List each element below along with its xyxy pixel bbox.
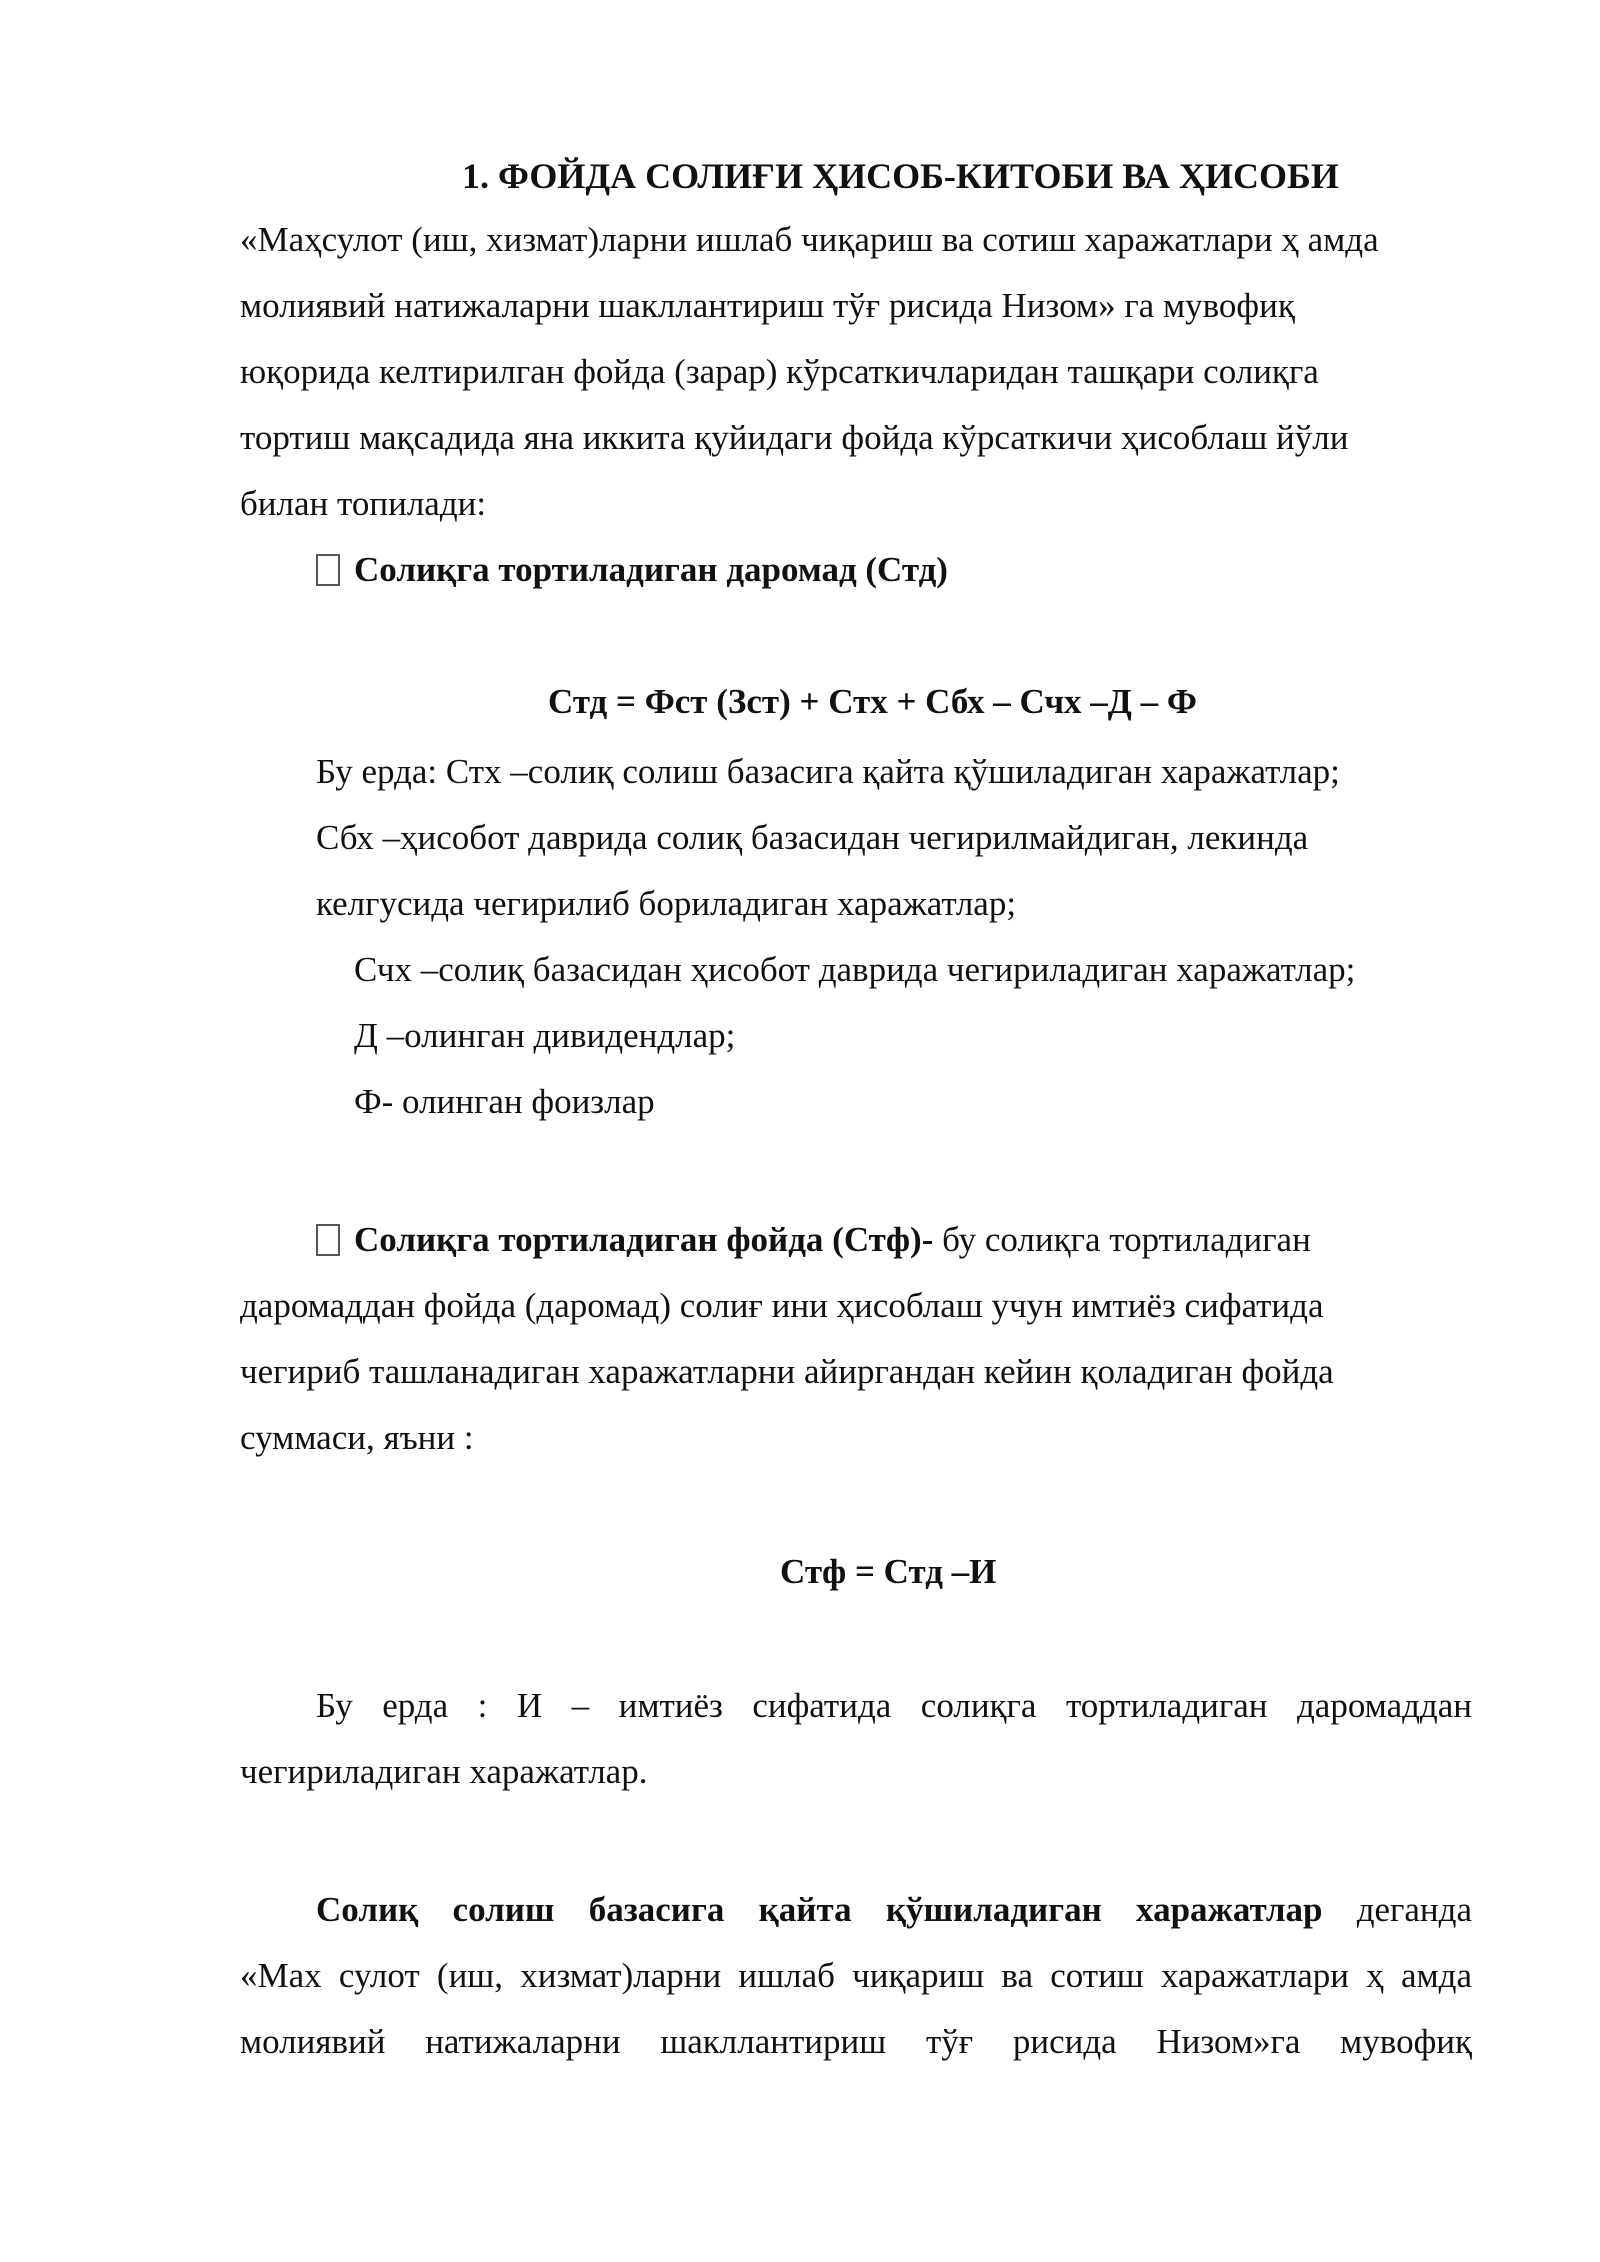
bullet-taxable-profit xyxy=(316,1217,1311,1263)
page-title: 1. ФОЙДА СОЛИҒИ ҲИСОБ-КИТОБИ ВА ҲИСОБИ xyxy=(462,156,1339,196)
explanation-line: Бу ерда : И – имтиёз сифатида солиқга тортиладиган даромаддан xyxy=(316,1686,1472,1725)
bullet-continuation-line: суммаси, яъни : xyxy=(240,1418,474,1457)
definition-line: Ф- олинган фоизлар xyxy=(354,1082,655,1121)
final-paragraph-first-line xyxy=(316,1887,1472,1933)
bullet-continuation-line: чегириб ташланадиган харажатларни айиргандан кейин қоладиган фойда xyxy=(240,1352,1334,1391)
formula-taxable-income: Стд = Фст (Зст) + Стх + Сбх – Счх –Д – Ф xyxy=(548,682,1197,721)
checkbox-glyph-icon xyxy=(316,1224,340,1256)
bullet-continuation-line: даромаддан фойда (даромад) солиғ ини ҳисоблаш учун имтиёз сифатида xyxy=(240,1286,1324,1325)
definition-line: Счх –солиқ базасидан ҳисобот даврида чегириладиган харажатлар; xyxy=(354,950,1356,989)
bullet-label: Солиқга тортиладиган фойда (Стф)- xyxy=(354,1220,934,1259)
definition-line: Д –олинган дивидендлар; xyxy=(354,1016,736,1055)
final-text: деганда xyxy=(1322,1890,1472,1929)
bullet-text: бу солиқга тортиладиган xyxy=(933,1220,1311,1259)
intro-line: билан топилади: xyxy=(240,484,487,523)
definition-line: Бу ерда: Стх –солиқ солиш базасига қайта қўшиладиган харажатлар; xyxy=(316,752,1340,791)
definition-line: Сбх –ҳисобот даврида солиқ базасидан чегирилмайдиган, лекинда xyxy=(316,818,1309,857)
intro-line: тортиш мақсадида яна иккита қуйидаги фойда кўрсаткичи ҳисоблаш йўли xyxy=(240,418,1349,457)
final-bold-phrase: Солиқ солиш базасига қайта қўшиладиган харажатлар xyxy=(316,1890,1323,1929)
final-paragraph-line: «Мах сулот (иш, хизмат)ларни ишлаб чиқариш ва сотиш харажатлари ҳ амда xyxy=(240,1956,1472,1995)
definition-line: келгусида чегирилиб бориладиган харажатлар; xyxy=(316,884,1017,923)
bullet-taxable-income xyxy=(316,547,948,593)
intro-line: молиявий натижаларни шакллантириш тўғ рисида Низом» га мувофиқ xyxy=(240,286,1295,325)
formula-taxable-profit: Стф = Стд –И xyxy=(780,1552,997,1591)
final-paragraph-line: молиявий натижаларни шакллантириш тўғ рисида Низом»га мувофиқ xyxy=(240,2022,1472,2061)
bullet-label: Солиқга тортиладиган даромад (Стд) xyxy=(354,550,948,589)
intro-line: «Маҳсулот (иш, хизмат)ларни ишлаб чиқариш ва сотиш харажатлари ҳ амда xyxy=(240,220,1379,259)
checkbox-glyph-icon xyxy=(316,554,340,586)
intro-line: юқорида келтирилган фойда (зарар) кўрсаткичларидан ташқари солиқга xyxy=(240,352,1319,391)
explanation-line: чегириладиган харажатлар. xyxy=(240,1752,648,1791)
